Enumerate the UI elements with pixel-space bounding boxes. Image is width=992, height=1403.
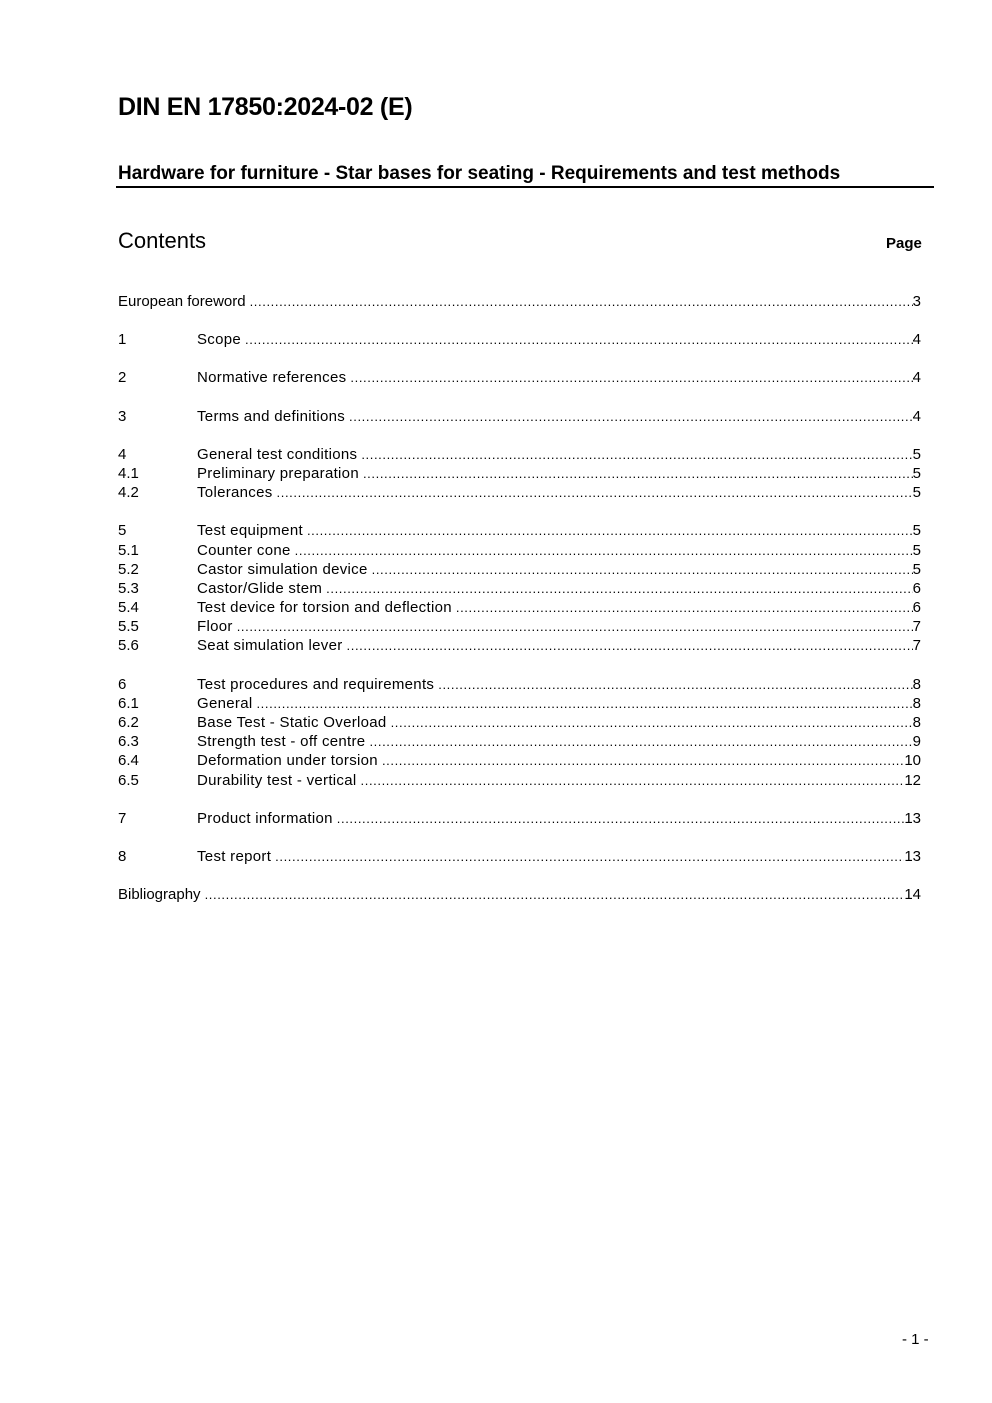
toc-entry-title: Seat simulation lever [197,637,343,655]
toc-entry-page: 8 [912,694,921,712]
toc-entry-number: 5.5 [118,618,139,636]
toc-entry-page: 10 [904,752,921,770]
toc-entry-title: Test equipment [197,522,303,540]
toc-entry-page: 13 [904,809,921,827]
toc-entry-7[interactable] [118,809,921,828]
toc-entry-6-2[interactable] [118,713,921,732]
toc-entry-page: 8 [912,675,921,693]
toc-dot-leader [391,713,913,732]
toc-entry-page: 5 [912,560,921,578]
toc-entry-title: Durability test - vertical [197,771,357,789]
toc-entry-3[interactable] [118,407,921,426]
toc-dot-leader [256,694,912,713]
toc-entry-number: 7 [118,809,127,827]
toc-entry-title: Tolerances [197,484,273,502]
toc-dot-leader [275,847,904,866]
toc-entry-title: General test conditions [197,445,358,463]
toc-entry-page: 4 [912,369,921,387]
footer-page-number: - 1 - [902,1331,929,1348]
toc-entry-title: Strength test - off centre [197,733,366,751]
toc-entry-page: 14 [904,886,921,904]
toc-entry-title: Base Test - Static Overload [197,714,387,731]
toc-entry-6-3[interactable] [118,732,921,751]
toc-entry-1[interactable] [118,330,921,349]
toc-entry-4-2[interactable] [118,483,921,502]
toc-entry-title: European foreword [118,293,246,310]
toc-dot-leader [456,598,913,617]
toc-entry-page: 5 [912,484,921,502]
toc-entry-page: 6 [912,599,921,617]
toc-entry-page: 7 [912,618,921,636]
toc-entry-number: 5 [118,522,127,540]
document-title: DIN EN 17850:2024-02 (E) [118,93,413,121]
toc-dot-leader [361,445,912,464]
toc-entry-title: Preliminary preparation [197,464,359,482]
toc-entry-6-4[interactable] [118,751,921,770]
toc-dot-leader [277,483,913,502]
toc-entry-5-5[interactable] [118,617,921,636]
toc-entry-page: 4 [912,407,921,425]
toc-entry-6-1[interactable] [118,694,921,713]
toc-entry-4[interactable] [118,445,921,464]
toc-entry-title: Test device for torsion and deflection [197,599,452,617]
toc-entry-title: General [197,694,253,712]
toc-entry-6-5[interactable] [118,771,921,790]
toc-dot-leader [307,521,913,540]
toc-entry-page: 5 [912,541,921,559]
toc-entry-page: 13 [904,847,921,865]
toc-entry-page: 6 [912,579,921,597]
toc-entry-page: 5 [912,464,921,482]
toc-entry-page: 8 [912,714,921,731]
toc-entry-title: Counter cone [197,541,291,559]
toc-dot-leader [237,617,913,636]
toc-entry-5-3[interactable] [118,579,921,598]
toc-dot-leader [382,751,904,770]
toc-entry-foreword[interactable] [118,292,921,311]
toc-entry-number: 6.4 [118,752,139,770]
toc-entry-title: Deformation under torsion [197,752,378,770]
toc-entry-title: Castor simulation device [197,560,368,578]
toc-dot-leader [361,771,905,790]
toc-entry-number: 6 [118,675,127,693]
toc-dot-leader [205,885,905,904]
page-column-label: Page [886,235,922,252]
toc-entry-page: 5 [912,522,921,540]
toc-entry-number: 2 [118,369,127,387]
document-subtitle: Hardware for furniture - Star bases for seating - Requirements and test methods [118,163,841,184]
toc-entry-number: 5.1 [118,541,139,559]
toc-entry-page: 4 [912,331,921,349]
toc-dot-leader [349,407,913,426]
toc-entry-number: 5.6 [118,637,139,655]
toc-entry-number: 6.2 [118,714,139,731]
toc-entry-page: 9 [912,733,921,751]
toc-entry-5-4[interactable] [118,598,921,617]
toc-dot-leader [337,809,905,828]
toc-entry-title: Bibliography [118,886,201,904]
toc-entry-number: 8 [118,847,127,865]
toc-entry-2[interactable] [118,368,921,387]
toc-entry-number: 3 [118,407,127,425]
toc-entry-number: 4.2 [118,484,139,502]
toc-entry-page: 12 [904,771,921,789]
toc-entry-5[interactable] [118,521,921,540]
toc-entry-6[interactable] [118,675,921,694]
toc-dot-leader [369,732,912,751]
toc-entry-number: 5.2 [118,560,139,578]
toc-entry-page: 7 [912,637,921,655]
toc-dot-leader [363,464,913,483]
toc-entry-title: Test procedures and requirements [197,675,435,693]
table-of-contents [118,292,921,904]
toc-entry-number: 6.3 [118,733,139,751]
toc-entry-page: 3 [912,293,921,310]
toc-entry-number: 4 [118,445,127,463]
toc-entry-title: Normative references [197,369,347,387]
subtitle-divider [116,186,934,188]
toc-entry-page: 5 [912,445,921,463]
toc-entry-title: Test report [197,847,272,865]
toc-entry-5-6[interactable] [118,636,921,655]
toc-dot-leader [295,541,913,560]
toc-dot-leader [250,292,913,311]
contents-heading: Contents [118,228,207,253]
toc-entry-8[interactable] [118,847,921,866]
toc-entry-number: 4.1 [118,464,139,482]
toc-entry-number: 1 [118,331,127,349]
toc-dot-leader [347,636,913,655]
toc-entry-bibliography[interactable] [118,885,921,904]
toc-entry-title: Scope [197,331,242,349]
toc-entry-number: 5.3 [118,579,139,597]
toc-entry-title: Product information [197,809,333,827]
toc-dot-leader [245,330,913,349]
toc-entry-5-2[interactable] [118,560,921,579]
toc-entry-5-1[interactable] [118,541,921,560]
toc-entry-title: Terms and definitions [197,407,346,425]
toc-entry-title: Floor [197,618,233,636]
toc-dot-leader [350,368,912,387]
toc-dot-leader [326,579,913,598]
toc-entry-4-1[interactable] [118,464,921,483]
toc-dot-leader [372,560,913,579]
toc-entry-number: 6.5 [118,771,139,789]
toc-entry-number: 5.4 [118,599,139,617]
toc-entry-number: 6.1 [118,694,139,712]
toc-dot-leader [438,675,912,694]
toc-entry-title: Castor/Glide stem [197,579,323,597]
